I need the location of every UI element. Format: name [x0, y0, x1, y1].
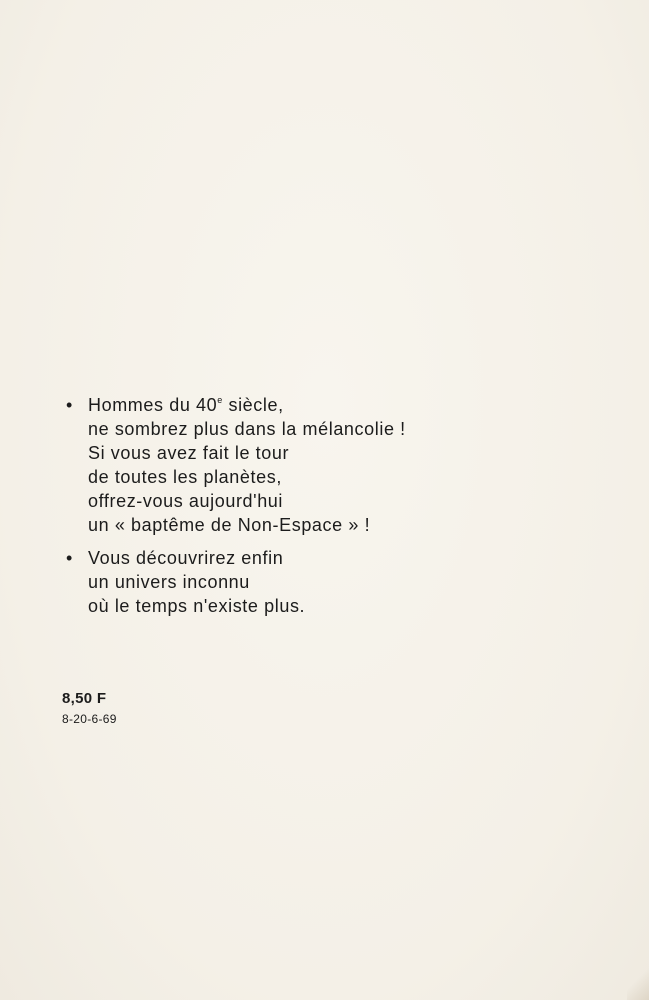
blurb-paragraph-1 [64, 393, 584, 537]
blurb-line: où le temps n'existe plus. [88, 596, 306, 616]
bullet-icon: • [66, 548, 73, 568]
blurb-line: un « baptême de Non-Espace » ! [88, 515, 371, 535]
bullet-icon: • [66, 395, 73, 415]
superscript: e [217, 395, 223, 405]
blurb-line [88, 393, 584, 417]
blurb-line: de toutes les planètes, [88, 467, 282, 487]
blurb-paragraph-2 [64, 546, 584, 618]
price-label: 8,50 F [62, 690, 107, 707]
blurb-line: ne sombrez plus dans la mélancolie ! [88, 419, 406, 439]
blurb-line: offrez-vous aujourd'hui [88, 491, 284, 511]
back-cover-blurb [64, 393, 584, 618]
paper-edge-wear [627, 940, 649, 1000]
blurb-line: Si vous avez fait le tour [88, 443, 290, 463]
blurb-line: un univers inconnu [88, 572, 250, 592]
blurb-text: Hommes du 40 [88, 395, 218, 415]
catalog-code: 8-20-6-69 [62, 712, 117, 726]
blurb-text: siècle, [222, 395, 284, 415]
blurb-line: Vous découvrirez enfin [88, 548, 284, 568]
